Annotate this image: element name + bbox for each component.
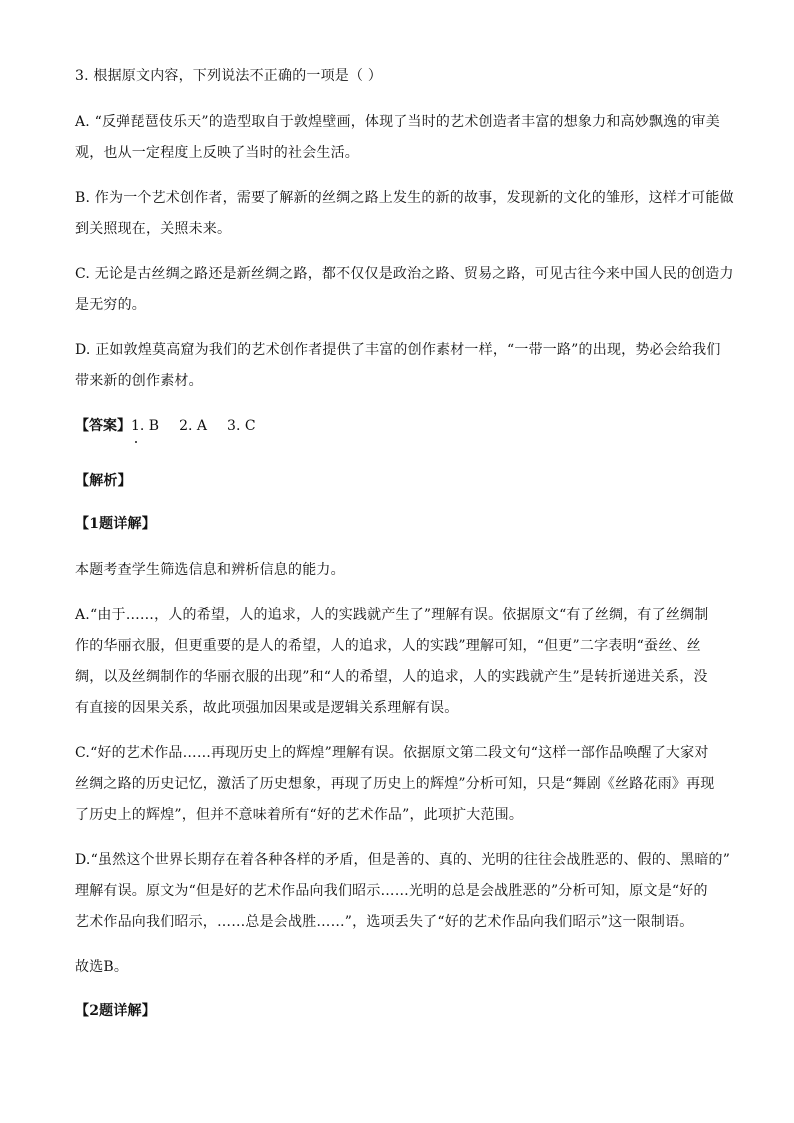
question-2-detail-heading: 【2题详解】	[75, 1003, 156, 1019]
answer-item-3: 3. C	[227, 418, 256, 434]
answer-line	[75, 417, 256, 435]
analysis-conclusion: 故选B。	[75, 959, 129, 975]
ink-dot	[135, 441, 137, 443]
option-c-line-2: 是无穷的。	[75, 297, 146, 313]
analysis-d-line-1: D.“虽然这个世界长期存在着各种各样的矛盾，但是善的、真的、光明的往往会战胜恶的、假的、黑暗的”	[75, 852, 731, 868]
question-1-detail-heading: 【1题详解】	[75, 516, 156, 532]
analysis-a-line-1: A.“由于……，人的希望，人的追求，人的实践就产生了”理解有误。依据原文“有了丝绸，有了丝绸制	[75, 607, 709, 623]
analysis-a-line-3: 绸，以及丝绸制作的华丽衣服的出现”和“人的希望，人的追求，人的实践就产生”是转折递进关系，没	[75, 669, 708, 685]
option-d-line-2: 带来新的创作素材。	[75, 373, 203, 389]
option-d-line-1: D. 正如敦煌莫高窟为我们的艺术创作者提供了丰富的创作素材一样，“一带一路”的出现，势必会给我们	[75, 342, 721, 358]
analysis-d-line-2: 理解有误。原文为“但是好的艺术作品向我们昭示……光明的总是会战胜恶的”分析可知，原文是“好的	[75, 883, 708, 899]
question-3-stem: 3. 根据原文内容，下列说法不正确的一项是（ ）	[75, 68, 383, 84]
answer-item-2: 2. A	[179, 418, 208, 434]
option-a-line-2: 观，也从一定程度上反映了当时的社会生活。	[75, 145, 359, 161]
option-b-line-1: B. 作为一个艺术创作者，需要了解新的丝绸之路上发生的新的故事，发现新的文化的雏形，这样才可能做	[75, 190, 734, 206]
analysis-c-line-2: 丝绸之路的历史记忆，激活了历史想象，再现了历史上的辉煌”分析可知，只是“舞剧《丝路花雨》再现	[75, 776, 715, 792]
analysis-d-line-3: 艺术作品向我们昭示，……总是会战胜……”，选项丢失了“好的艺术作品向我们昭示”这一限制语。	[75, 914, 694, 930]
option-b-line-2: 到关照现在，关照未来。	[75, 221, 232, 237]
analysis-c-line-3: 了历史上的辉煌”，但并不意味着所有“好的艺术作品”，此项扩大范围。	[75, 807, 524, 823]
analysis-c-line-1: C.“好的艺术作品……再现历史上的辉煌”理解有误。依据原文第二段文句“这样一部作品唤醒了大家对	[75, 745, 709, 761]
analysis-a-line-4: 有直接的因果关系，故此项强加因果或是逻辑关系理解有误。	[75, 700, 459, 716]
answer-item-1: 1. B	[131, 418, 160, 434]
analysis-heading: 【解析】	[75, 473, 132, 489]
analysis-a-line-2: 作的华丽衣服，但更重要的是人的希望，人的追求，人的实践”理解可知，“但更”二字表明“蚕丝、丝	[75, 638, 701, 654]
answer-tag: 【答案】	[75, 418, 131, 434]
analysis-intro: 本题考查学生筛选信息和辨析信息的能力。	[75, 562, 345, 578]
option-a-line-1: A. “反弹琵琶伎乐天”的造型取自于敦煌壁画，体现了当时的艺术创造者丰富的想象力和高妙飘逸的审美	[75, 114, 720, 130]
option-c-line-1: C. 无论是古丝绸之路还是新丝绸之路，都不仅仅是政治之路、贸易之路，可见古往今来中国人民的创造力	[75, 266, 734, 282]
